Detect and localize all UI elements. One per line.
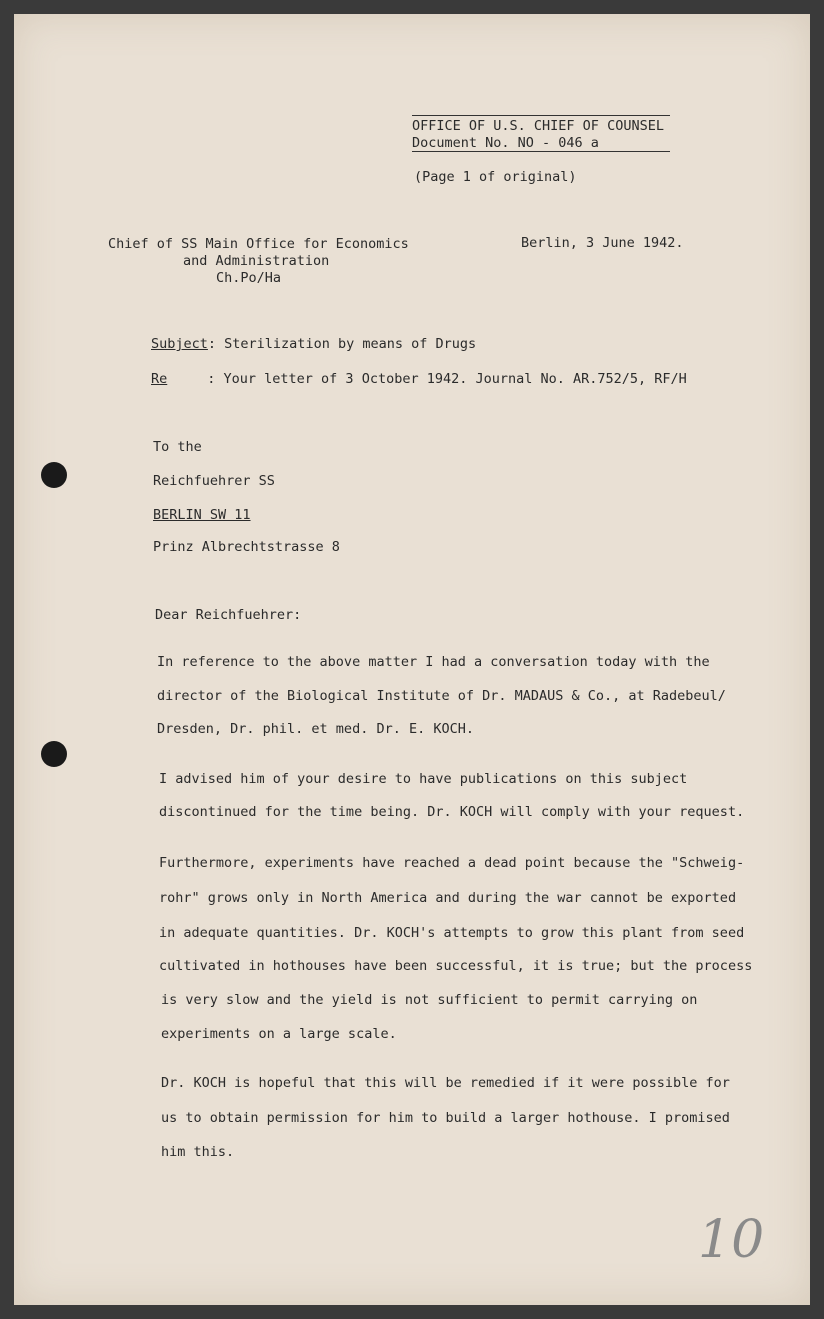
sender-line-2: and Administration [183,253,330,269]
page-note: (Page 1 of original) [414,169,577,185]
punch-hole-bottom [41,741,67,767]
body-line: In reference to the above matter I had a conversation today with the [157,654,710,670]
body-line: Furthermore, experiments have reached a dead point because the "Schweig- [159,855,745,871]
body-line: cultivated in hothouses have been successful, it is true; but the process [159,958,753,974]
recipient-name: Reichfuehrer SS [153,473,275,489]
re-line [151,371,687,387]
body-line: Dr. KOCH is hopeful that this will be remedied if it were possible for [161,1075,730,1091]
document-number: Document No. NO - 046 a [412,135,599,151]
subject-text: : Sterilization by means of Drugs [207,336,477,352]
recipient-to: To the [153,439,202,455]
salutation: Dear Reichfuehrer: [155,607,302,623]
recipient-city: BERLIN SW 11 [153,507,251,523]
document-page [14,14,810,1305]
body-line: I advised him of your desire to have publications on this subject [159,771,688,787]
body-line: director of the Biological Institute of Dr. MADAUS & Co., at Radebeul/ [157,688,726,704]
sender-line-1: Chief of SS Main Office for Economics [108,236,409,252]
body-line: is very slow and the yield is not sufficient to permit carrying on [161,992,698,1008]
body-line: us to obtain permission for him to build a larger hothouse. I promised [161,1110,730,1126]
body-line: discontinued for the time being. Dr. KOCH will comply with your request. [159,804,745,820]
re-text: : Your letter of 3 October 1942. Journal No. AR.752/5, RF/H [207,371,687,387]
handwritten-page-number: 10 [698,1210,765,1270]
body-line: Dresden, Dr. phil. et med. Dr. E. KOCH. [157,721,474,737]
subject-label: Subject [151,336,208,352]
header-top-rule [412,115,670,116]
body-line: him this. [161,1144,235,1160]
body-line: in adequate quantities. Dr. KOCH's attempts to grow this plant from seed [159,925,745,941]
body-line: experiments on a large scale. [161,1026,397,1042]
re-label: Re [151,371,168,387]
sender-reference: Ch.Po/Ha [216,270,282,286]
place-date: Berlin, 3 June 1942. [521,235,684,251]
punch-hole-top [41,462,67,488]
body-line: rohr" grows only in North America and during the war cannot be exported [159,890,737,906]
header-bottom-rule [412,151,670,152]
recipient-street: Prinz Albrechtstrasse 8 [153,539,340,555]
subject-line [151,336,476,352]
office-heading: OFFICE OF U.S. CHIEF OF COUNSEL [412,118,664,134]
